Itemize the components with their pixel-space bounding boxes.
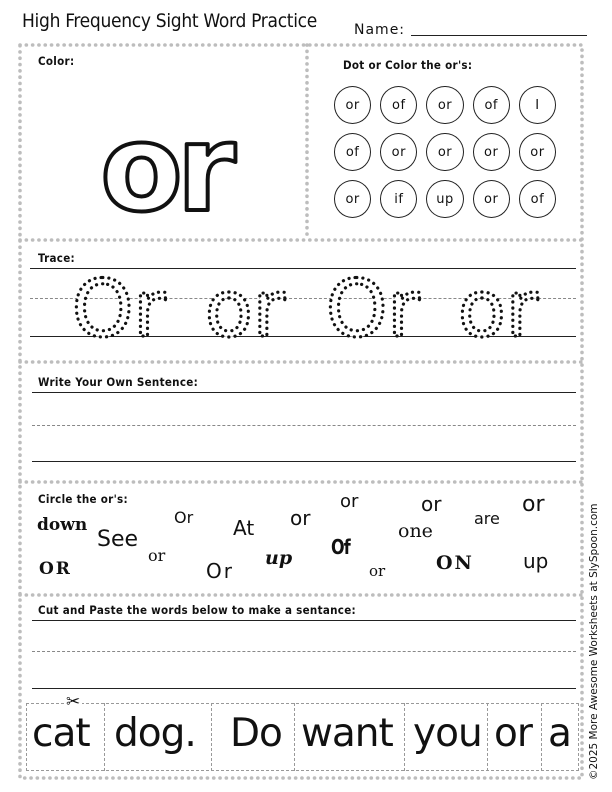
- paste-mid-line: [32, 651, 576, 652]
- scissors-icon: ✂: [66, 692, 81, 712]
- circle-word[interactable]: Or: [174, 508, 194, 527]
- trace-word: or: [205, 265, 285, 340]
- cut-cell-divider: [104, 703, 105, 771]
- word-bubble[interactable]: or: [519, 133, 556, 171]
- cut-cell-divider: [294, 703, 295, 771]
- circle-word[interactable]: or: [369, 562, 386, 580]
- word-bubble[interactable]: of: [380, 86, 417, 124]
- circle-word[interactable]: up: [265, 547, 293, 569]
- svg-text:or: or: [100, 100, 230, 220]
- cut-word-card[interactable]: dog.: [114, 711, 196, 756]
- color-label: Color:: [38, 54, 75, 68]
- circle-word[interactable]: OR: [39, 559, 72, 579]
- circle-word[interactable]: or: [340, 491, 359, 512]
- word-bubble-grid: [334, 86, 556, 218]
- word-bubble[interactable]: or: [426, 86, 463, 124]
- word-bubble[interactable]: of: [519, 180, 556, 218]
- circle-word[interactable]: Of: [331, 535, 350, 559]
- writing-mid-line: [32, 425, 576, 426]
- trace-word: Or: [326, 265, 420, 340]
- outlined-word-or[interactable]: [80, 100, 250, 220]
- trace-label: Trace:: [38, 251, 75, 265]
- word-bubble[interactable]: of: [473, 86, 510, 124]
- word-bubble[interactable]: or: [473, 133, 510, 171]
- circle-word[interactable]: up: [523, 549, 549, 573]
- cut-word-card[interactable]: a: [548, 711, 571, 756]
- cut-cell-divider: [541, 703, 542, 771]
- trace-word: Or: [72, 265, 166, 340]
- circle-word[interactable]: See: [97, 527, 139, 552]
- circle-word[interactable]: one: [398, 520, 433, 542]
- circle-word[interactable]: or: [421, 492, 442, 516]
- cut-cell-divider: [487, 703, 488, 771]
- circle-word[interactable]: ON: [436, 552, 474, 574]
- cut-word-card[interactable]: Do: [230, 711, 282, 756]
- cut-word-card[interactable]: want: [301, 711, 393, 756]
- word-bubble[interactable]: up: [426, 180, 463, 218]
- name-label: Name:: [354, 22, 406, 38]
- circle-word[interactable]: At: [233, 516, 255, 540]
- circle-word[interactable]: or: [522, 492, 545, 517]
- circle-word[interactable]: or: [290, 506, 311, 530]
- word-bubble[interactable]: if: [380, 180, 417, 218]
- credit-text: ©2025 More Awesome Worksheets at SlySpoon.com: [588, 503, 600, 780]
- cut-paste-label: Cut and Paste the words below to make a sentance:: [38, 603, 356, 617]
- paste-top-line: [32, 620, 576, 621]
- dot-color-label: Dot or Color the or's:: [343, 58, 473, 72]
- word-bubble[interactable]: or: [334, 180, 371, 218]
- circle-word[interactable]: Or: [206, 559, 234, 583]
- cut-cell-divider: [404, 703, 405, 771]
- writing-base-line[interactable]: [32, 461, 576, 462]
- cut-cell-divider: [211, 703, 212, 771]
- circle-label: Circle the or's:: [38, 492, 128, 506]
- worksheet-title: High Frequency Sight Word Practice: [22, 10, 317, 32]
- paste-base-line[interactable]: [32, 688, 576, 689]
- writing-top-line: [32, 392, 576, 393]
- cut-word-card[interactable]: you: [413, 711, 482, 756]
- word-bubble[interactable]: or: [380, 133, 417, 171]
- trace-words[interactable]: [30, 258, 576, 340]
- cut-word-card[interactable]: or: [494, 711, 532, 756]
- word-bubble[interactable]: or: [426, 133, 463, 171]
- word-bubble[interactable]: of: [334, 133, 371, 171]
- sentence-label: Write Your Own Sentence:: [38, 375, 199, 389]
- word-bubble[interactable]: I: [519, 86, 556, 124]
- word-bubble[interactable]: or: [334, 86, 371, 124]
- circle-word[interactable]: down: [37, 515, 88, 535]
- cut-word-card[interactable]: cat: [32, 711, 90, 756]
- cut-cell-divider: [26, 703, 27, 771]
- trace-word: or: [458, 265, 538, 340]
- circle-word[interactable]: are: [474, 509, 500, 528]
- word-bubble[interactable]: or: [473, 180, 510, 218]
- circle-word[interactable]: or: [148, 546, 166, 565]
